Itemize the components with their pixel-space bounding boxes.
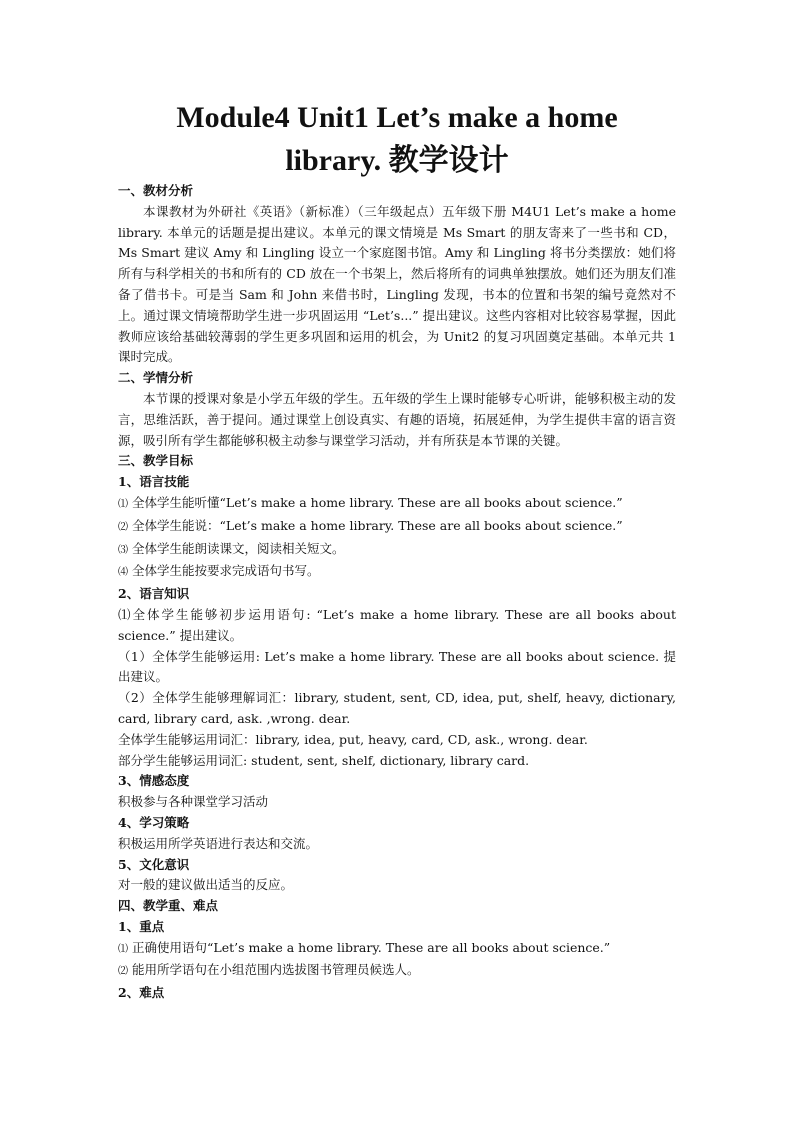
list-number: ⑴ — [118, 943, 128, 955]
subheading-key-point: 1、重点 — [118, 918, 165, 934]
subheading-emotional-attitude: 3、情感态度 — [118, 773, 190, 789]
subheading-learning-strategy: 4、学习策略 — [118, 814, 190, 830]
list-text: 能用所学语句在小组范围内选拔图书管理员候选人。 — [132, 962, 420, 978]
language-knowledge-line: ⑴全体学生能够初步运用语句: “Let’s make a home library. These are all books about science.” 提出建议。 — [118, 606, 676, 643]
language-knowledge-line: 全体学生能够运用词汇：library, idea, put, heavy, card, CD, ask., wrong. dear. — [118, 731, 588, 747]
list-item — [118, 960, 676, 983]
subheading-cultural-awareness: 5、文化意识 — [118, 856, 190, 872]
list-item — [118, 516, 676, 539]
section-heading-textbook-analysis: 一、教材分析 — [118, 183, 194, 198]
list-number: ⑵ — [118, 521, 128, 533]
list-item — [118, 938, 676, 961]
section-heading-key-points: 四、教学重、难点 — [118, 898, 219, 914]
subheading-language-skills: 1、语言技能 — [118, 474, 190, 490]
section-heading-learner-analysis: 二、学情分析 — [118, 370, 194, 386]
cultural-awareness-text: 对一般的建议做出适当的反应。 — [118, 877, 294, 893]
emotional-attitude-text: 积极参与各种课堂学习活动 — [118, 794, 269, 810]
language-knowledge-line: （2）全体学生能够理解词汇：library, student, sent, CD, idea, put, shelf, heavy, dictionary, card, library card, ask. ,wrong. dear. — [118, 690, 676, 726]
list-text: 全体学生能按要求完成语句书写。 — [132, 563, 320, 579]
list-number: ⑵ — [118, 966, 128, 978]
document-title-line-2: library. 教学设计 — [285, 144, 509, 177]
list-item — [118, 561, 676, 584]
learning-strategy-text: 积极运用所学英语进行表达和交流。 — [118, 835, 319, 851]
list-item — [118, 493, 676, 516]
list-number: ⑴ — [118, 498, 128, 510]
list-text: 全体学生能听懂“Let’s make a home library. These are all books about science.” — [132, 494, 623, 510]
subheading-difficult-point: 2、难点 — [118, 985, 165, 1001]
list-text: 正确使用语句“Let’s make a home library. These are all books about science.” — [132, 939, 611, 955]
list-number: ⑶ — [118, 544, 128, 556]
list-item — [118, 539, 676, 562]
list-text: 全体学生能朗读课文，阅读相关短文。 — [132, 540, 345, 556]
subheading-language-knowledge: 2、语言知识 — [118, 586, 190, 602]
list-number: ⑷ — [118, 567, 128, 579]
document-body — [118, 181, 676, 1004]
section-heading-teaching-objectives: 三、教学目标 — [118, 453, 194, 469]
list-text: 全体学生能说：“Let’s make a home library. These are all books about science.” — [132, 517, 623, 533]
learner-analysis-paragraph: 本节课的授课对象是小学五年级的学生。五年级的学生上课时能够专心听讲，能够积极主动的发言，思维活跃，善于提问。通过课堂上创设真实、有趣的语境，拓展延伸，为学生提供丰富的语言资源，吸引所有学生都能够积极主动参与课堂学习活动，并有所获是本节课的关键。 — [118, 390, 676, 448]
language-knowledge-line: 部分学生能够运用词汇: student, sent, shelf, dictionary, library card. — [118, 752, 530, 768]
language-knowledge-line: （1）全体学生能够运用: Let’s make a home library. These are all books about science. 提出建议。 — [118, 648, 676, 685]
textbook-analysis-paragraph: 本课教材为外研社《英语》（新标准）（三年级起点）五年级下册 M4U1 Let’s make a home library. 本单元的话题是提出建议。本单元的课文情境是 Ms Smart 的朋友寄来了一些书和 CD，Ms Smart 建议 Amy 和 Lingling 设立一个家庭图书馆。Amy 和 Lingling 将书分类摆放：她们将所有与科学相关的书和所有的 CD 放在一个书架上，然后将所有的词典单独摆放。她们还为朋友们准备了借书卡。可是当 Sam 和 John 来借书时，Lingling 发现，书本的位置和书架的编号竟然对不上。通过课文情境帮助学生进一步巩固运用 “Let’s...” 提出建议。这些内容相对比较容易掌握，因此教师应该给基础较薄弱的学生更多巩固和运用的机会，为 Unit2 的复习巩固奠定基础。本单元共 1 课时完成。 — [118, 203, 676, 365]
document-title-line-1: Module4 Unit1 Let’s make a home — [176, 101, 618, 134]
